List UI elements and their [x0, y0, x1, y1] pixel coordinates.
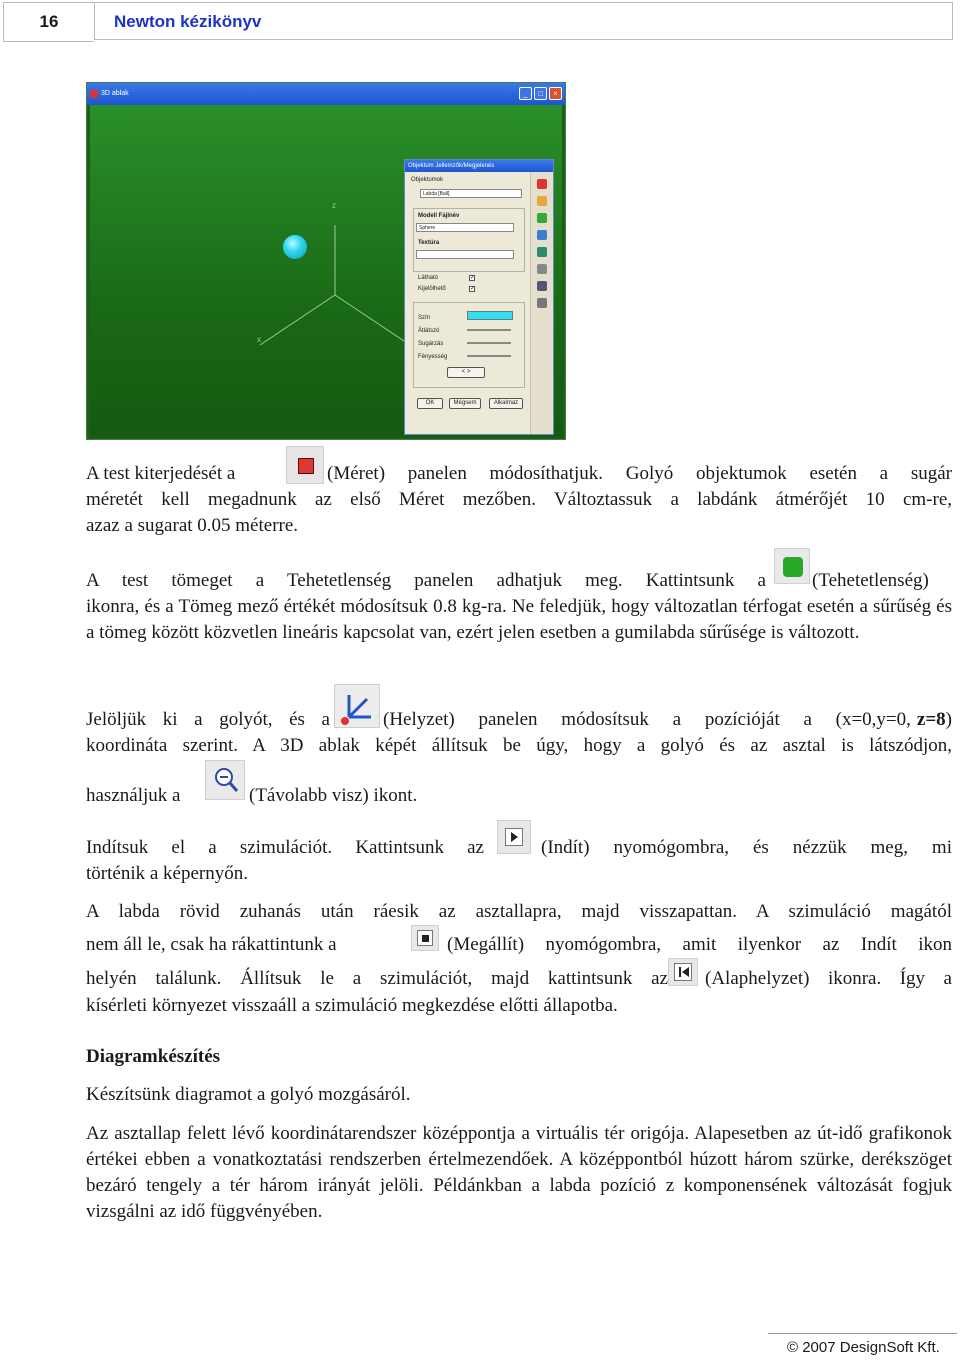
p6: Készítsünk diagramot a golyó mozgásáról. — [86, 1084, 411, 1105]
cancel-button: Mégsem — [449, 398, 481, 409]
visible-checkbox: ✓ — [470, 275, 476, 281]
p3-line1-text: (Helyzet) panelen módosítsuk a pozícióját a (x=0,y=0, — [383, 709, 911, 730]
page-number: 16 — [3, 2, 94, 42]
texture-label: Textúra — [418, 240, 440, 246]
texture-field — [416, 250, 514, 259]
brightness-slider — [467, 355, 511, 357]
link-icon — [537, 298, 547, 308]
p2-line1-right: (Tehetetlenség) — [812, 570, 929, 591]
p5-line1: A labda rövid zuhanás után ráesik az asztallapra, majd visszapattan. A szimuláció magától — [86, 901, 952, 922]
p1-line2: méretét kell megadnunk az első Méret mezőben. Változtassuk a labdánk átmérőjét 10 cm-re, — [86, 489, 952, 510]
minimize-icon: _ — [519, 87, 532, 100]
p5-line2-left: nem áll le, csak ha rákattintunk a — [86, 934, 337, 955]
inertia-panel-icon — [774, 548, 810, 584]
start-button-icon — [497, 820, 531, 854]
axis-label-z: z — [332, 201, 336, 210]
position-icon — [537, 230, 547, 240]
size-panel-icon — [286, 446, 324, 484]
maximize-icon: □ — [534, 87, 547, 100]
p5-line3-right: (Alaphelyzet) ikonra. Így a — [705, 968, 952, 989]
stop-button-icon — [411, 925, 439, 951]
p5-line2-right: (Megállít) nyomógombra, amit ilyenkor az Indít ikon — [447, 934, 952, 955]
p3-close: ) — [945, 709, 952, 730]
p3-bold-value: z=8 — [916, 709, 946, 730]
selectable-checkbox: ✓ — [470, 286, 476, 292]
footer-copyright: © 2007 DesignSoft Kft. — [787, 1339, 940, 1356]
p3-line3-left: használjuk a — [86, 785, 181, 806]
page-header — [0, 0, 960, 42]
inertia-icon — [537, 213, 547, 223]
brightness-label: Fényesség — [418, 354, 448, 360]
color-swatch — [467, 311, 513, 320]
point-icon — [537, 281, 547, 291]
appearance-icon — [537, 196, 547, 206]
window-title: 3D ablak — [101, 90, 129, 97]
p2-line1-left: A test tömeget a Tehetetlenség panelen adhatjuk meg. Kattintsunk a — [86, 570, 766, 591]
velocity-icon — [537, 247, 547, 257]
p5-line3-left: helyén találunk. Állítsuk le a szimulációt, majd kattintsunk az — [86, 968, 668, 989]
visible-label: Látható — [418, 275, 439, 281]
p3-line2: koordináta szerint. A 3D ablak képét állítsuk be úgy, hogy a golyó és az asztal is látszódjon, — [86, 735, 952, 756]
brightness-options-button: < > — [447, 367, 485, 378]
model-field: Sphere — [416, 223, 514, 232]
tools-icon — [537, 264, 547, 274]
p1-line1-text: (Méret) panelen módosíthatjuk. Golyó objektumok esetén a sugár — [327, 463, 952, 484]
model-label: Modell Fájlnév — [418, 213, 460, 219]
color-label: Szín — [418, 315, 431, 321]
p1-line3: azaz a sugarat 0.05 méterre. — [86, 515, 299, 536]
transparency-label: Átlátszó — [418, 328, 440, 334]
objects-label: Objektumok — [411, 177, 444, 183]
object-select: Labda [Ball] — [420, 189, 522, 198]
dialog-title: Objektum Jellemzők/Megjelenés — [405, 160, 553, 172]
ball — [283, 235, 307, 259]
p3-line3-right: (Távolabb visz) ikont. — [249, 785, 418, 806]
screenshot-3d-window — [86, 82, 566, 440]
section-heading: Diagramkészítés — [86, 1046, 221, 1067]
axis-label-x: x — [257, 335, 261, 344]
p4-line1-left: Indítsuk el a szimulációt. Kattintsunk az — [86, 837, 484, 858]
3d-scene — [90, 105, 562, 437]
radiance-slider — [467, 342, 511, 344]
p4-line1-right: (Indít) nyomógombra, és nézzük meg, mi — [541, 837, 952, 858]
ok-button: OK — [417, 398, 443, 409]
transparency-slider — [467, 329, 511, 331]
apply-button: Alkalmaz — [489, 398, 523, 409]
position-panel-icon — [334, 684, 380, 728]
app-logo-icon — [90, 90, 98, 98]
close-icon: × — [549, 87, 562, 100]
p1-line1-left: A test kiterjedését a — [86, 463, 236, 484]
p5-line4: kísérleti környezet visszaáll a szimuláció megkezdése előtti állapotba. — [86, 995, 618, 1016]
document-title: Newton kézikönyv — [94, 2, 953, 40]
reset-button-icon — [668, 958, 698, 986]
dialog-toolbar — [530, 172, 553, 434]
p3-line1-right — [383, 707, 952, 733]
zoom-out-icon — [205, 760, 245, 800]
selectable-label: Kijelölhető — [418, 286, 446, 292]
p1-line1-right — [327, 461, 952, 487]
p2-rest: ikonra, és a Tömeg mező értékét módosítsuk 0.8 kg-ra. Ne feledjük, hogy változatlan térfogat esetén a sűrűség és a tömeg között közvetlen lineáris kapcsolat van, ezért jelen esetben a gumilabda sűrűsége is változott. — [86, 596, 952, 643]
window-titlebar — [87, 83, 565, 105]
p4-line2: történik a képernyőn. — [86, 863, 248, 884]
radiance-label: Sugárzás — [418, 341, 444, 347]
object-properties-dialog — [404, 159, 554, 435]
footer-rule — [768, 1333, 957, 1334]
p7: Az asztallap felett lévő koordinátarendszer középpontja a virtuális tér origója. Alapesetben az út-idő grafikonok értékei ebben a vonatkoztatási rendszerben értelmezendőek. A középpontból húzott három szürke, derékszöget bezáró tengely a tér három irányát jelöli. Példánkban a labda pozíció z komponensének változását fogjuk vizsgálni az idő függvényében. — [86, 1123, 952, 1222]
p3-line1-left: Jelöljük ki a golyót, és a — [86, 709, 330, 730]
window-controls — [519, 87, 562, 100]
size-icon — [537, 179, 547, 189]
